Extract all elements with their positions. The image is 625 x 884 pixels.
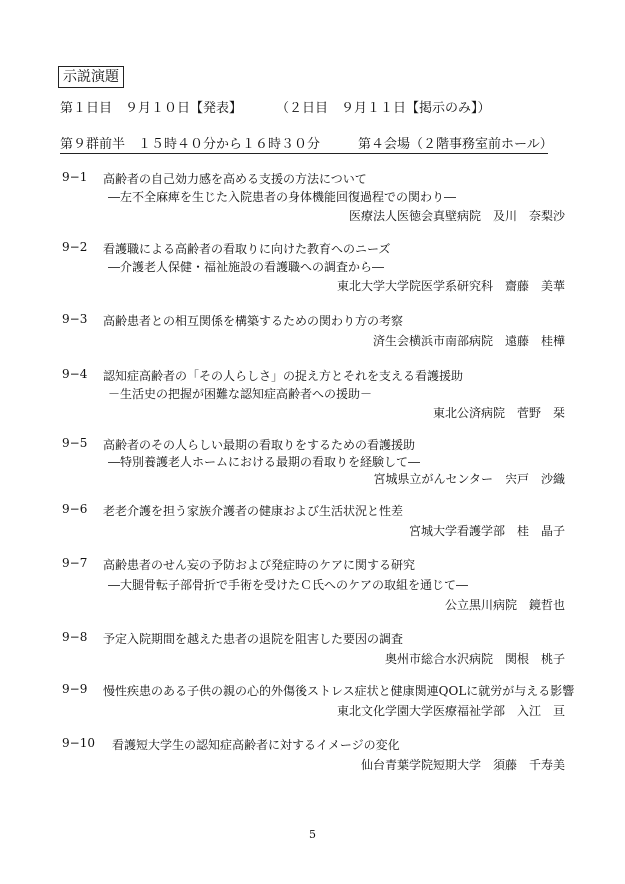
- presentation-title: 看護短大学生の認知症高齢者に対するイメージの変化: [112, 738, 400, 752]
- presentation-number: 9−6: [62, 502, 88, 516]
- presentation-subtitle: ―特別養護老人ホームにおける最期の看取りを経験して―: [108, 455, 421, 469]
- presentation-affiliation: 宮城県立がんセンター 宍戸 沙織: [373, 472, 565, 486]
- presentation-number: 9−9: [62, 682, 88, 696]
- presentation-title: 高齢患者との相互関係を構築するための関わり方の考察: [103, 314, 404, 328]
- session-group: 第９群前半 １５時４０分から１６時３０分: [60, 137, 321, 152]
- presentation-affiliation: 東北大学大学院医学系研究科 齋藤 美華: [336, 279, 565, 293]
- presentation-title: 高齢者のその人らしい最期の看取りをするための看護援助: [103, 438, 416, 452]
- day1-label: 第１日目 ９月１０日【発表】: [60, 101, 243, 116]
- presentation-title: 高齢患者のせん妄の予防および発症時のケアに関する研究: [103, 558, 416, 572]
- presentation-number: 9−2: [62, 240, 88, 254]
- presentation-subtitle: ―大腿骨転子部骨折で手術を受けたＣ氏へのケアの取組を通じて―: [108, 578, 469, 592]
- presentation-affiliation: 東北文化学園大学医療福祉学部 入江 亘: [336, 704, 565, 718]
- presentation-title: 予定入院期間を越えた患者の退院を阻害した要因の調査: [103, 632, 404, 646]
- presentation-subtitle: ―左不全麻痺を生じた入院患者の身体機能回復過程での関わり―: [108, 190, 457, 204]
- presentation-title: 老老介護を担う家族介護者の健康および生活状況と性差: [103, 504, 404, 518]
- presentation-affiliation: 医療法人医徳会真壁病院 及川 奈梨沙: [348, 209, 565, 223]
- presentation-affiliation: 済生会横浜市南部病院 遠藤 桂樺: [372, 334, 565, 348]
- presentation-affiliation: 公立黒川病院 鏡哲也: [444, 598, 565, 612]
- presentation-title: 認知症高齢者の「その人らしさ」の捉え方とそれを支える看護援助: [103, 369, 464, 383]
- day2-label: （２日目 ９月１１日【掲示のみ】）: [276, 101, 491, 116]
- presentation-affiliation: 仙台青葉学院短期大学 須藤 千寿美: [360, 758, 565, 772]
- presentation-affiliation: 宮城大学看護学部 桂 晶子: [408, 524, 565, 538]
- presentation-number: 9−7: [62, 556, 88, 570]
- day-line: [60, 97, 491, 116]
- presentation-title: 看護職による高齢者の看取りに向けた教育へのニーズ: [103, 242, 391, 256]
- presentation-number: 9−3: [62, 312, 88, 326]
- presentation-number: 9−8: [62, 630, 88, 644]
- presentation-title: 慢性疾患のある子供の親の心的外傷後ストレス症状と健康関連QOLに就労が与える影響: [103, 684, 575, 698]
- presentation-subtitle: ―介護老人保健・福祉施設の看護職への調査から―: [108, 260, 385, 274]
- presentation-subtitle: －生活史の把握が困難な認知症高齢者への援助－: [108, 387, 373, 401]
- presentation-number: 9−1: [62, 170, 88, 184]
- presentation-affiliation: 奥州市総合水沢病院 関根 桃子: [384, 652, 565, 666]
- presentation-number: 9−4: [62, 367, 88, 381]
- presentation-number: 9−10: [62, 736, 95, 750]
- page-number: 5: [309, 828, 316, 841]
- presentation-number: 9−5: [62, 436, 88, 450]
- session-line: [60, 133, 553, 154]
- presentation-affiliation: 東北公済病院 菅野 栞: [432, 406, 565, 420]
- session-venue: 第４会場（２階事務室前ホール）: [358, 137, 553, 152]
- section-title: 示説演題: [58, 66, 124, 88]
- presentation-title: 高齢者の自己効力感を高める支援の方法について: [103, 172, 367, 186]
